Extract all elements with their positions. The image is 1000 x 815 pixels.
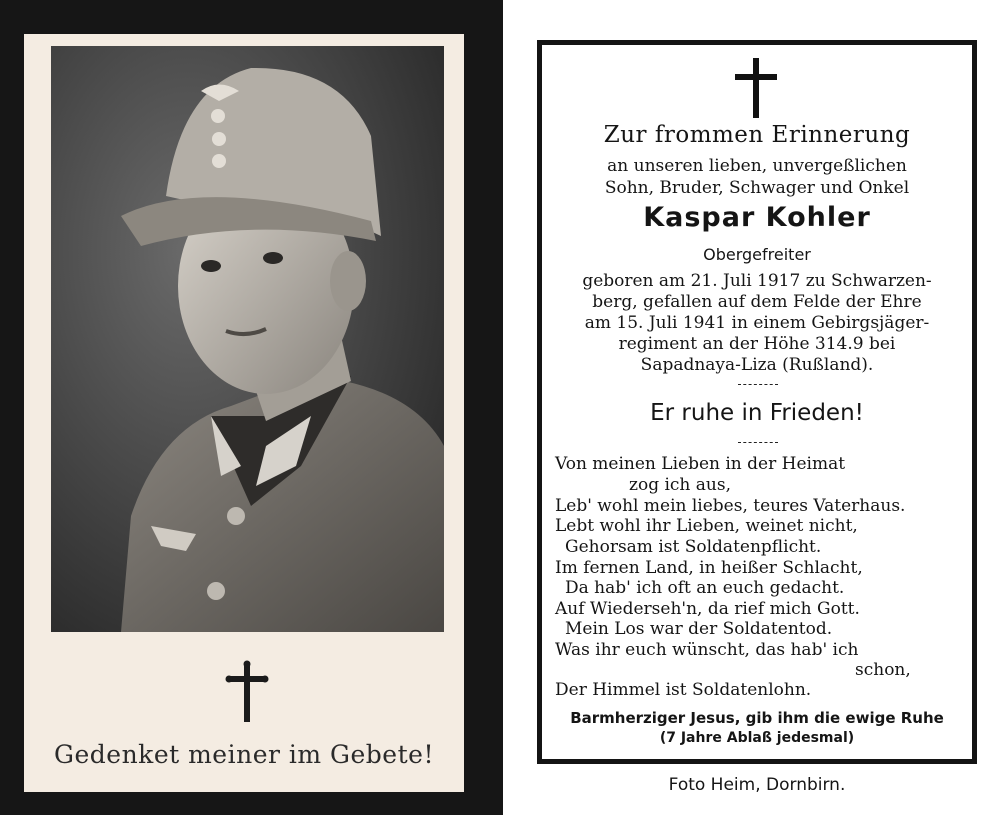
heading: Zur frommen Erinnerung — [603, 122, 911, 148]
poem-line: Von meinen Lieben in der Heimat — [555, 454, 846, 474]
poem-line: schon, — [855, 660, 911, 680]
poem-line: zog ich aus, — [629, 475, 731, 495]
intro-line: Sohn, Bruder, Schwager und Onkel — [604, 178, 910, 198]
bio-line: berg, gefallen auf dem Felde der Ehre — [592, 292, 922, 312]
poem-line: Da hab' ich oft an euch gedacht. — [565, 578, 845, 598]
poem-line: Was ihr euch wünscht, das hab' ich — [555, 640, 859, 660]
prayer-line: Barmherziger Jesus, gib ihm die ewige Ruhe — [570, 709, 944, 727]
poem-line: Gehorsam ist Soldatenpflicht. — [565, 537, 822, 557]
bio-line: regiment an der Höhe 314.9 bei — [618, 334, 896, 354]
rest-in-peace: Er ruhe in Frieden! — [650, 400, 864, 426]
right-card — [517, 12, 995, 812]
bio-line: Sapadnaya-Liza (Rußland). — [640, 355, 874, 375]
divider — [738, 442, 778, 443]
poem-line: Im fernen Land, in heißer Schlacht, — [555, 558, 863, 578]
military-rank: Obergefreiter — [703, 245, 811, 264]
soldier-portrait — [51, 46, 444, 632]
cross-icon — [731, 56, 781, 120]
bio-line: geboren am 21. Juli 1917 zu Schwarzen- — [582, 271, 932, 291]
divider — [738, 384, 778, 385]
deceased-name: Kaspar Kohler — [643, 202, 871, 233]
bio-line: am 15. Juli 1941 in einem Gebirgsjäger- — [584, 313, 930, 333]
memorial-photo-card — [24, 34, 464, 792]
poem-line: Der Himmel ist Soldatenlohn. — [555, 680, 812, 700]
photographer-credit: Foto Heim, Dornbirn. — [668, 775, 846, 795]
poem-line: Lebt wohl ihr Lieben, weinet nicht, — [555, 516, 858, 536]
indulgence-note: (7 Jahre Ablaß jedesmal) — [659, 730, 855, 746]
prayer-motto: Gedenket meiner im Gebete! — [54, 740, 434, 769]
poem-line: Leb' wohl mein liebes, teures Vaterhaus. — [555, 496, 906, 516]
poem-line: Auf Wiederseh'n, da rief mich Gott. — [555, 599, 860, 619]
cross-icon — [225, 660, 269, 724]
intro-line: an unseren lieben, unvergeßlichen — [607, 156, 907, 176]
poem-line: Mein Los war der Soldatentod. — [565, 619, 833, 639]
